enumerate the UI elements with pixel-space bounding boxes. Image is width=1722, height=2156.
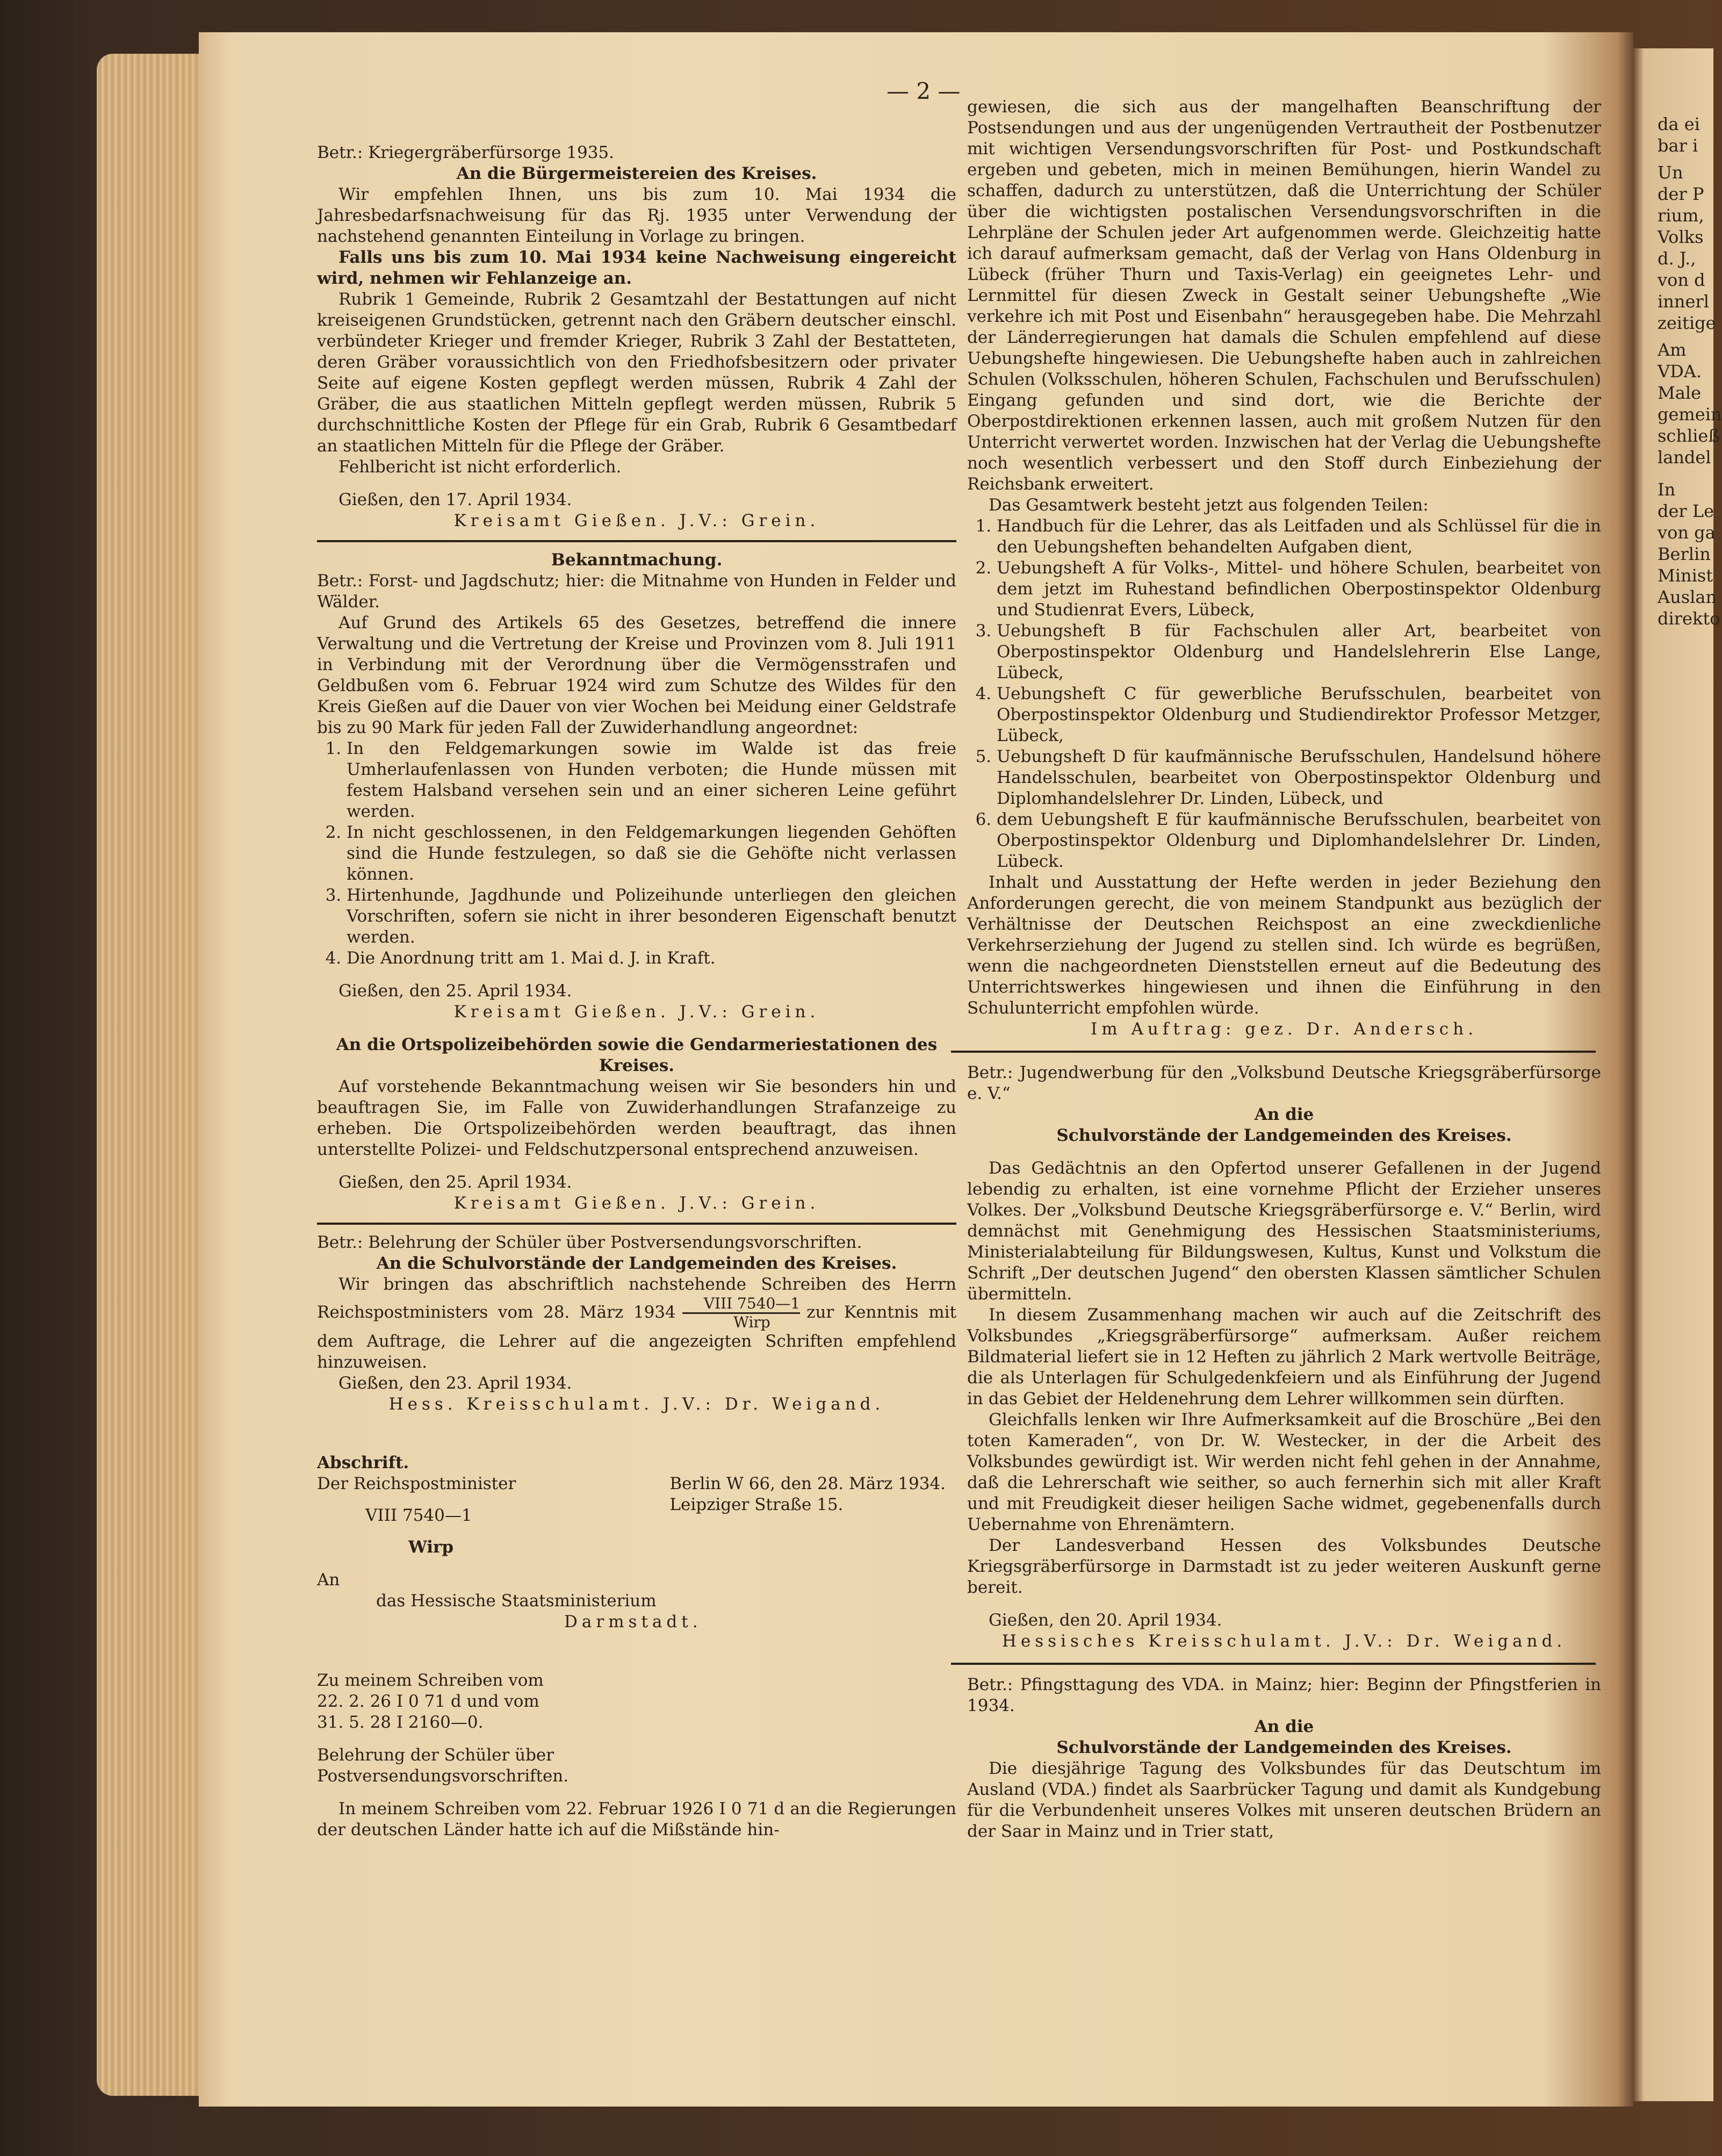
place-date: Berlin W 66, den 28. März 1934. (669, 1474, 946, 1493)
recipient: das Hessische Staatsministerium (376, 1591, 657, 1611)
signature: Kreisamt Gießen. J.V.: Grein. (453, 1002, 820, 1022)
section-heading: An die Schulvorstände der Landgemeinden des Kreises. (376, 1254, 897, 1273)
workbook-list (967, 516, 1601, 872)
paragraph-bold: Falls uns bis zum 10. Mai 1934 keine Nachweisung eingereicht wird, nehmen wir Fehlanzeige an. (317, 248, 956, 288)
betr-line: Betr.: Jugendwerbung für den „Volksbund Deutsche Kriegsgräberfürsorge e. V.“ (967, 1063, 1601, 1103)
list-item: 2. Uebungsheft A für Volks-, Mittel- und höhere Schulen, bearbeitet von dem jetzt im Ruhestand befindlichen Oberpostinspektor Oldenburg und Studienrat Evers, Lübeck, (997, 558, 1601, 621)
fraction-denominator: Wirp (733, 1313, 770, 1331)
next-page-text-fragment: schließ (1658, 426, 1720, 446)
betr-line: Betr.: Kriegergräberfürsorge 1935. (317, 143, 614, 162)
section-heading: Schulvorstände der Landgemeinden des Kreises. (1056, 1738, 1512, 1757)
paragraph: gewiesen, die sich aus der mangelhaften Beanschriftung der Postsendungen und aus der ungenügenden Vertrautheit der Postbenutzer mit wichtigen Versendungsvorschriften für Post- und Postkundschaft ergeben und gebeten, mich in meinen Bemühungen, hierin Wandel zu schaffen, dadurch zu unterstützen, daß die Unterrichtung der Schüler über die wichtigsten postalischen Versendungsvorschriften in die Lehrpläne der Schulen jeder Art aufgenommen werde. Gleichzeitig hatte ich darauf aufmerksam gemacht, daß der Verlag von Hans Oldenburg in Lübeck (früher Thurn und Taxis-Verlag) ein geeignetes Lehr- und Lernmittel für diesen Zweck in Gestalt seiner Uebungshefte „Wie verkehre ich mit Post und Eisenbahn“ herausgegeben habe. Die Mehrzahl der Länderregierungen hat damals die Schulen empfehlend auf diese Uebungshefte hingewiesen. Die Uebungshefte haben auch in zahlreichen Schulen (Volksschulen, höheren Schulen, Fachschulen und Berufsschulen) Eingang gefunden und sind dort, wie die Berichte der Oberpostdirektionen erkennen lassen, auch mit großem Nutzen für den Unterricht verwertet worden. Inzwischen hat der Verlag die Uebungshefte noch wesentlich verbessert und den Stoff durch Einbeziehung der Reichsbank erweitert. (967, 97, 1601, 494)
next-page-text-fragment: Berlin (1658, 544, 1711, 564)
section-heading: Bekanntmachung. (551, 550, 723, 570)
paragraph: In diesem Zusammenhang machen wir auch auf die Zeitschrift des Volksbundes „Kriegsgräberfürsorge“ aufmerksam. Außer reichem Bildmaterial liefert sie in 12 Heften zu jährlich 2 Mark wertvolle Beiträge, die als Unterlagen für Schulgedenkfeiern und als Einführung der Jugend in das Gebiet der Heldenehrung dem Lehrer willkommen sein dürften. (967, 1305, 1601, 1408)
reference-fraction (682, 1295, 800, 1331)
paragraph: Auf Grund des Artikels 65 des Gesetzes, betreffend die innere Verwaltung und die Vertretung der Kreise und Provinzen vom 8. Juli 1911 in Verbindung mit der Verordnung über die Vermögensstrafen und Geldbußen vom 6. Februar 1924 wird zum Schutze des Wildes für den Kreis Gießen auf die Dauer von vier Wochen bei Meidung einer Geldstrafe bis zu 90 Mark für jeden Fall der Zuwiderhandlung angeordnet: (317, 613, 956, 737)
reference-line: 22. 2. 26 I 0 71 d und vom (317, 1692, 539, 1711)
next-page-text-fragment: Volks (1658, 227, 1704, 247)
list-item: 4. Uebungsheft C für gewerbliche Berufsschulen, bearbeitet von Oberpostinspektor Oldenburg und Studiendirektor Professor Metzger, Lübeck, (997, 684, 1601, 746)
next-page-text-fragment: innerl (1658, 291, 1709, 312)
paragraph: Rubrik 1 Gemeinde, Rubrik 2 Gesamtzahl der Bestattungen auf nicht kreiseigenen Grundstücken, getrennt nach den Gräbern deutscher einschl. verbündeter Krieger und fremder Krieger, Rubrik 3 Zahl der Bestatteten, deren Gräber voraussichtlich von den Friedhofsbesitzern oder privater Seite auf eigene Kosten gepflegt werden müssen, Rubrik 4 Zahl der Gräber, die aus staatlichen Mitteln gepflegt werden müssen, Rubrik 5 durchschnittliche Kosten der Pflege für ein Grab, Rubrik 6 Gesamtbedarf an staatlichen Mitteln für die Pflege der Gräber. (317, 290, 956, 456)
paragraph: Inhalt und Ausstattung der Hefte werden in jeder Beziehung den Anforderungen gerecht, die von meinem Standpunkt aus bezüglich der Verhältnisse der Deutschen Reichspost an eine zweckdienliche Verkehrserziehung der Jugend zu stellen sind. Ich würde es begrüßen, wenn die nachgeordneten Dienststellen erneut auf die Bedeutung des Unterrichtswerkes hingewiesen und ihnen die Einführung in den Schulunterricht empfohlen würde. (967, 873, 1601, 1018)
section-heading: Schulvorstände der Landgemeinden des Kreises. (1056, 1126, 1512, 1145)
next-page-text-fragment: Un (1658, 162, 1683, 183)
subject-line: Postversendungsvorschriften. (317, 1766, 569, 1786)
date-line: Gießen, den 17. April 1934. (338, 490, 572, 509)
abschrift-label: Abschrift. (317, 1453, 409, 1472)
paragraph: Fehlbericht ist nicht erforderlich. (338, 457, 622, 477)
signature: Kreisamt Gießen. J.V.: Grein. (453, 1194, 820, 1213)
next-page-text-fragment: Male (1658, 383, 1702, 403)
date-line: Gießen, den 20. April 1934. (989, 1611, 1222, 1630)
left-column (317, 142, 956, 1841)
next-page-text-fragment: VDA. (1658, 361, 1702, 382)
street: Leipziger Straße 15. (669, 1495, 844, 1514)
place-block (669, 1453, 946, 1558)
next-page-text-fragment: Auslan (1658, 587, 1717, 607)
next-page-text-fragment: zeitige (1658, 313, 1716, 333)
section-jugendwerbung (967, 1062, 1601, 1652)
paragraph: Das Gesamtwerk besteht jetzt aus folgenden Teilen: (989, 495, 1429, 515)
next-page-text-fragment: Am (1658, 340, 1687, 360)
next-page-text-fragment: bar i (1658, 135, 1698, 156)
section-postversendung (317, 1232, 956, 1415)
reference-line: Zu meinem Schreiben vom (317, 1671, 544, 1690)
section-heading: An die Bürgermeistereien des Kreises. (456, 164, 817, 183)
divider (317, 540, 956, 542)
next-page-text-fragment: rium, (1658, 205, 1704, 226)
right-column (967, 97, 1601, 1842)
recipient-city: Darmstadt. (564, 1612, 702, 1632)
signature: Im Auftrag: gez. Dr. Andersch. (1091, 1019, 1478, 1039)
page-number: — 2 — (887, 78, 961, 104)
section-ortspolizei (317, 1034, 956, 1214)
list-item: 6. dem Uebungsheft E für kaufmännische Berufsschulen, bearbeitet von Oberpostinspektor Oldenburg und Diplomhandelslehrer Dr. Linden, Lübeck. (997, 809, 1601, 872)
an-label: An die (1254, 1105, 1314, 1124)
reference-line: 31. 5. 28 I 2160—0. (317, 1713, 484, 1732)
next-page-text-fragment: Minist (1658, 565, 1713, 586)
paragraph: Der Landesverband Hessen des Volksbundes Deutsche Kriegsgräberfürsorge in Darmstadt ist zu jeder weiteren Auskunft gerne bereit. (967, 1536, 1601, 1597)
fraction-numerator: VIII 7540—1 (682, 1295, 800, 1314)
date-line: Gießen, den 25. April 1934. (338, 1173, 572, 1192)
list-item: 3. Hirtenhunde, Jagdhunde und Polizeihunde unterliegen den gleichen Vorschriften, sofern sie nicht in ihrer besonderen Eigenschaft benutzt werden. (347, 885, 956, 948)
list-item: 4. Die Anordnung tritt am 1. Mai d. J. in Kraft. (347, 948, 956, 969)
next-page-text-fragment: landel (1658, 447, 1711, 468)
signature: Hessisches Kreisschulamt. J.V.: Dr. Weigand. (1002, 1632, 1567, 1651)
section-bekanntmachung (317, 550, 956, 1023)
sender: Der Reichspostminister (317, 1474, 516, 1493)
next-page-text-fragment: der P (1658, 184, 1704, 204)
section-heading: An die Ortspolizeibehörden sowie die Gendarmeriestationen des Kreises. (336, 1035, 938, 1075)
date-line: Gießen, den 23. April 1934. (338, 1374, 572, 1393)
paragraph: Wir empfehlen Ihnen, uns bis zum 10. Mai 1934 die Jahresbedarfsnachweisung für das Rj. 1935 unter Verwendung der nachstehend genannten Einteilung in Vorlage zu bringen. (317, 185, 956, 246)
next-page-text-fragment: von d (1658, 270, 1705, 290)
betr-line: Betr.: Forst- und Jagdschutz; hier: die Mitnahme von Hunden in Felder und Wälder. (317, 571, 956, 612)
next-page-text-fragment: von ga (1658, 522, 1716, 543)
an-label: An die (1254, 1717, 1314, 1736)
letterhead (317, 1453, 956, 1558)
betr-line: Betr.: Pfingsttagung des VDA. in Mainz; hier: Beginn der Pfingstferien in 1934. (967, 1675, 1601, 1715)
next-page-text-fragment: der Le (1658, 501, 1714, 521)
paragraph: Die diesjährige Tagung des Volksbundes für das Deutschtum im Ausland (VDA.) findet als Saarbrücker Tagung und damit als Kundgebung für die Verbundenheit unseres Volkes mit unseren deutschen Brüdern an der Saar in Mainz und in Trier statt, (967, 1759, 1601, 1841)
section-abschrift (317, 1453, 956, 1841)
list-item: 2. In nicht geschlossenen, in den Feldgemarkungen liegenden Gehöften sind die Hunde festzulegen, so daß sie die Gehöfte nicht verlassen können. (347, 822, 956, 885)
next-page-text-fragment: da ei (1658, 114, 1700, 134)
divider (951, 1663, 1596, 1665)
paragraph: In meinem Schreiben vom 22. Februar 1926 I 0 71 d an die Regierungen der deutschen Länder hatte ich auf die Mißstände hin- (317, 1799, 956, 1839)
next-page-text-fragment: In (1658, 479, 1676, 500)
paragraph: Gleichfalls lenken wir Ihre Aufmerksamkeit auf die Broschüre „Bei den toten Kameraden“, von Dr. W. Westecker, in der die Arbeit des Volksbundes gewürdigt ist. Wir werden nicht fehl gehen in der Annahme, daß die Lehrerschaft wie seither, so auch fernerhin sich mit aller Kraft und mit Freudigkeit dieser heiligen Sache widmet, gegebenenfalls durch Uebernahme von Ehrenämtern. (967, 1410, 1601, 1534)
reference-code: Wirp (408, 1537, 454, 1557)
paragraph (317, 1274, 956, 1373)
list-item: 5. Uebungsheft D für kaufmännische Berufsschulen, Handelsund höhere Handelsschulen, bearbeitet von Oberpostinspektor Oldenburg und Diplomhandelslehrer Dr. Linden, Lübeck, und (997, 746, 1601, 809)
reference-number: VIII 7540—1 (365, 1506, 472, 1525)
next-page-text-fragment: d. J., (1658, 248, 1696, 269)
next-page-text-fragment: gemein (1658, 404, 1722, 425)
book-page-edges (97, 54, 204, 2096)
paragraph: Das Gedächtnis an den Opfertod unserer Gefallenen in der Jugend lebendig zu erhalten, ist eine vornehme Pflicht der Erzieher unseres Volkes. Der „Volksbund Deutsche Kriegsgräberfürsorge e. V.“ Berlin, wird demnächst mit Genehmigung des Hessischen Staatsministeriums, Ministerialabteilung für Bildungswesen, Kultus, Kunst und Volkstum die Schrift „Der deutschen Jugend“ den obersten Klassen sämtlicher Schulen übermitteln. (967, 1159, 1601, 1304)
signature: Hess. Kreisschulamt. J.V.: Dr. Weigand. (388, 1395, 885, 1414)
section-kriegergraeber (317, 142, 956, 531)
divider (317, 1223, 956, 1225)
paragraph-end: zur Kenntnis mit dem Auftrage, die Lehrer auf die angezeigten Schriften empfehlend hinzuweisen. (317, 1303, 956, 1372)
betr-line: Betr.: Belehrung der Schüler über Postversendungsvorschriften. (317, 1233, 862, 1252)
paragraph: Auf vorstehende Bekanntmachung weisen wir Sie besonders hin und beauftragen Sie, im Falle von Zuwiderhandlungen Strafanzeige zu erheben. Die Ortspolizeibehörden werden beauftragt, das ihnen unterstellte Polizei- und Feldschutzpersonal entsprechend anzuweisen. (317, 1077, 956, 1159)
list-item: 1. In den Feldgemarkungen sowie im Walde ist das freie Umherlaufenlassen von Hunden verboten; die Hunde müssen mit festem Halsband versehen sein und an einer sicheren Leine geführt werden. (347, 738, 956, 822)
next-page-fragment (1633, 48, 1722, 2101)
list-item: 3. Uebungsheft B für Fachschulen aller Art, bearbeitet von Oberpostinspektor Oldenburg und Handelslehrerin Else Lange, Lübeck, (997, 621, 1601, 684)
sender-block (317, 1453, 516, 1558)
ordinance-list (317, 738, 956, 969)
list-item: 1. Handbuch für die Lehrer, das als Leitfaden und als Schlüssel für die in den Uebungsheften behandelten Aufgaben dient, (997, 516, 1601, 558)
paragraph-start: Wir bringen das abschriftlich nachstehende Schreiben des Herrn Reichspostministers vom 28. März 1934 (317, 1275, 956, 1322)
signature: Kreisamt Gießen. J.V.: Grein. (453, 511, 820, 530)
an-label: An (317, 1570, 340, 1590)
divider (951, 1051, 1596, 1053)
section-letter-continuation (967, 97, 1601, 1040)
subject-line: Belehrung der Schüler über (317, 1745, 554, 1765)
date-line: Gießen, den 25. April 1934. (338, 981, 572, 1001)
next-page-text-fragment: direkto (1658, 608, 1720, 629)
section-pfingsttagung (967, 1675, 1601, 1842)
